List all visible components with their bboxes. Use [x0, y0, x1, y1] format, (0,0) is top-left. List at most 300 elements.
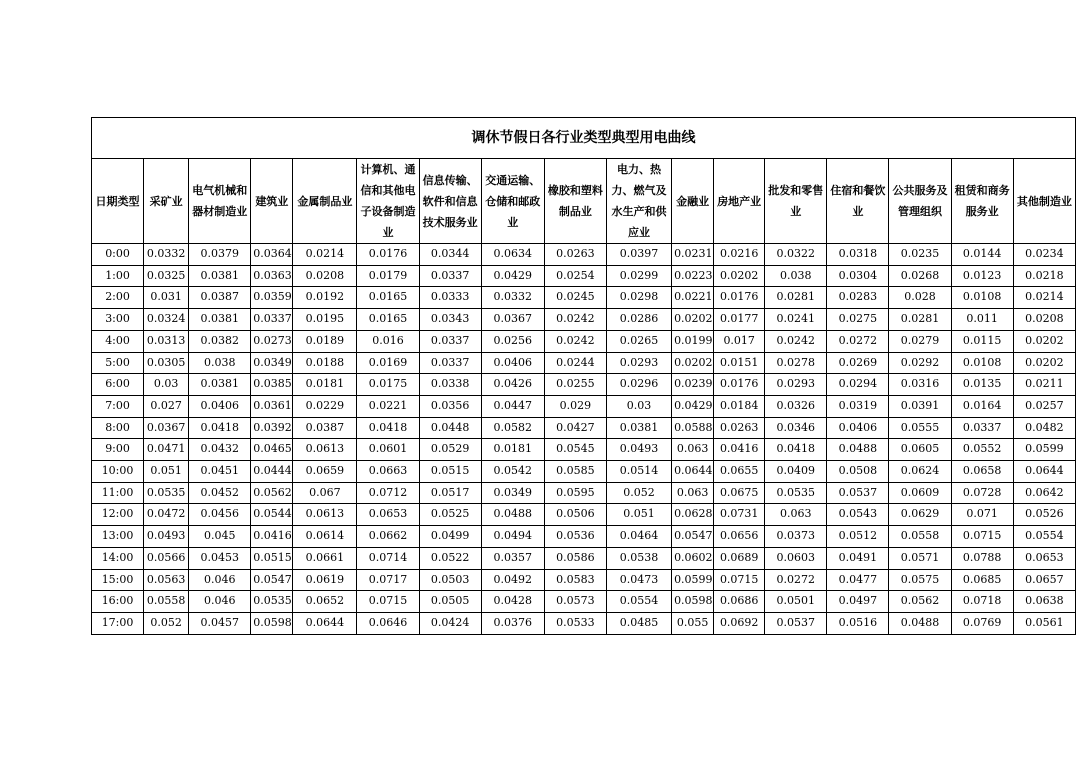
column-header: 橡胶和塑料制品业: [544, 159, 606, 244]
value-cell: 0.0686: [714, 591, 765, 613]
value-cell: 0.0424: [419, 612, 481, 634]
value-cell: 0.0263: [714, 417, 765, 439]
value-cell: 0.0293: [606, 352, 671, 374]
value-cell: 0.0286: [606, 309, 671, 331]
value-cell: 0.0428: [481, 591, 544, 613]
value-cell: 0.0609: [889, 482, 951, 504]
value-cell: 0.0223: [672, 265, 714, 287]
time-cell: 9:00: [92, 439, 144, 461]
value-cell: 0.0242: [544, 309, 606, 331]
value-cell: 0.0332: [144, 244, 189, 266]
value-cell: 0.0692: [714, 612, 765, 634]
value-cell: 0.0418: [357, 417, 419, 439]
value-cell: 0.0279: [889, 330, 951, 352]
value-cell: 0.0416: [251, 526, 293, 548]
table-row: [92, 287, 1076, 309]
value-cell: 0.052: [144, 612, 189, 634]
value-cell: 0.0202: [1013, 330, 1075, 352]
value-cell: 0.0652: [293, 591, 357, 613]
value-cell: 0.0151: [714, 352, 765, 374]
value-cell: 0.0418: [189, 417, 251, 439]
value-cell: 0.0659: [293, 461, 357, 483]
value-cell: 0.0605: [889, 439, 951, 461]
value-cell: 0.0406: [481, 352, 544, 374]
time-cell: 13:00: [92, 526, 144, 548]
value-cell: 0.0603: [765, 547, 827, 569]
value-cell: 0.0526: [1013, 504, 1075, 526]
value-cell: 0.0313: [144, 330, 189, 352]
time-cell: 1:00: [92, 265, 144, 287]
value-cell: 0.0508: [827, 461, 889, 483]
value-cell: 0.0349: [251, 352, 293, 374]
value-cell: 0.0638: [1013, 591, 1075, 613]
column-header: 金属制品业: [293, 159, 357, 244]
value-cell: 0.0269: [827, 352, 889, 374]
value-cell: 0.0292: [889, 352, 951, 374]
value-cell: 0.0535: [251, 591, 293, 613]
value-cell: 0.0563: [144, 569, 189, 591]
value-cell: 0.0177: [714, 309, 765, 331]
value-cell: 0.0216: [714, 244, 765, 266]
column-header: 采矿业: [144, 159, 189, 244]
value-cell: 0.0255: [544, 374, 606, 396]
value-cell: 0.0165: [357, 287, 419, 309]
value-cell: 0.0316: [889, 374, 951, 396]
value-cell: 0.0573: [544, 591, 606, 613]
value-cell: 0.0387: [293, 417, 357, 439]
column-header: 金融业: [672, 159, 714, 244]
value-cell: 0.016: [357, 330, 419, 352]
value-cell: 0.067: [293, 482, 357, 504]
value-cell: 0.0471: [144, 439, 189, 461]
column-header: 电力、热力、燃气及水生产和供应业: [606, 159, 671, 244]
value-cell: 0.0427: [544, 417, 606, 439]
value-cell: 0.0333: [419, 287, 481, 309]
value-cell: 0.0364: [251, 244, 293, 266]
value-cell: 0.0349: [481, 482, 544, 504]
value-cell: 0.0343: [419, 309, 481, 331]
value-cell: 0.0241: [765, 309, 827, 331]
value-cell: 0.0685: [951, 569, 1013, 591]
value-cell: 0.0202: [1013, 352, 1075, 374]
value-cell: 0.051: [606, 504, 671, 526]
value-cell: 0.0218: [1013, 265, 1075, 287]
value-cell: 0.0221: [357, 395, 419, 417]
value-cell: 0.0646: [357, 612, 419, 634]
value-cell: 0.0108: [951, 287, 1013, 309]
value-cell: 0.0387: [189, 287, 251, 309]
data-table: [91, 117, 1076, 635]
value-cell: 0.0169: [357, 352, 419, 374]
value-cell: 0.0554: [606, 591, 671, 613]
value-cell: 0.0397: [606, 244, 671, 266]
value-cell: 0.0465: [251, 439, 293, 461]
value-cell: 0.0108: [951, 352, 1013, 374]
value-cell: 0.0305: [144, 352, 189, 374]
value-cell: 0.0769: [951, 612, 1013, 634]
value-cell: 0.0381: [606, 417, 671, 439]
value-cell: 0.0602: [672, 547, 714, 569]
time-cell: 15:00: [92, 569, 144, 591]
value-cell: 0.0485: [606, 612, 671, 634]
column-header: 其他制造业: [1013, 159, 1075, 244]
value-cell: 0.0525: [419, 504, 481, 526]
value-cell: 0.0624: [889, 461, 951, 483]
value-cell: 0.0488: [889, 612, 951, 634]
value-cell: 0.0714: [357, 547, 419, 569]
time-cell: 5:00: [92, 352, 144, 374]
value-cell: 0.0188: [293, 352, 357, 374]
value-cell: 0.0517: [419, 482, 481, 504]
table-row: [92, 395, 1076, 417]
time-cell: 14:00: [92, 547, 144, 569]
table-row: [92, 547, 1076, 569]
value-cell: 0.063: [672, 482, 714, 504]
value-cell: 0.0558: [144, 591, 189, 613]
value-cell: 0.0477: [827, 569, 889, 591]
value-cell: 0.031: [144, 287, 189, 309]
value-cell: 0.0653: [357, 504, 419, 526]
value-cell: 0.0202: [672, 309, 714, 331]
value-cell: 0.0319: [827, 395, 889, 417]
value-cell: 0.0164: [951, 395, 1013, 417]
table-row: [92, 612, 1076, 634]
time-cell: 12:00: [92, 504, 144, 526]
value-cell: 0.0582: [481, 417, 544, 439]
value-cell: 0.0552: [951, 439, 1013, 461]
column-header: 建筑业: [251, 159, 293, 244]
value-cell: 0.0717: [357, 569, 419, 591]
value-cell: 0.0718: [951, 591, 1013, 613]
value-cell: 0.0304: [827, 265, 889, 287]
header-row: [92, 159, 1076, 244]
value-cell: 0.0542: [481, 461, 544, 483]
table-row: [92, 309, 1076, 331]
value-cell: 0.0503: [419, 569, 481, 591]
value-cell: 0.0273: [251, 330, 293, 352]
value-cell: 0.0214: [1013, 287, 1075, 309]
table-row: [92, 374, 1076, 396]
value-cell: 0.0211: [1013, 374, 1075, 396]
value-cell: 0.0381: [189, 265, 251, 287]
value-cell: 0.0429: [481, 265, 544, 287]
value-cell: 0.0492: [481, 569, 544, 591]
value-cell: 0.0731: [714, 504, 765, 526]
value-cell: 0.0583: [544, 569, 606, 591]
value-cell: 0.0545: [544, 439, 606, 461]
value-cell: 0.0357: [481, 547, 544, 569]
value-cell: 0.0418: [765, 439, 827, 461]
value-cell: 0.0324: [144, 309, 189, 331]
value-cell: 0.0499: [419, 526, 481, 548]
value-cell: 0.027: [144, 395, 189, 417]
value-cell: 0.0429: [672, 395, 714, 417]
value-cell: 0.0497: [827, 591, 889, 613]
value-cell: 0.0535: [144, 482, 189, 504]
value-cell: 0.0296: [606, 374, 671, 396]
value-cell: 0.0208: [1013, 309, 1075, 331]
value-cell: 0.0512: [827, 526, 889, 548]
value-cell: 0.0451: [189, 461, 251, 483]
value-cell: 0.0629: [889, 504, 951, 526]
value-cell: 0.0588: [672, 417, 714, 439]
value-cell: 0.0214: [293, 244, 357, 266]
value-cell: 0.0391: [889, 395, 951, 417]
value-cell: 0.0491: [827, 547, 889, 569]
time-cell: 4:00: [92, 330, 144, 352]
value-cell: 0.0293: [765, 374, 827, 396]
value-cell: 0.0595: [544, 482, 606, 504]
time-cell: 0:00: [92, 244, 144, 266]
value-cell: 0.0115: [951, 330, 1013, 352]
value-cell: 0.0543: [827, 504, 889, 526]
value-cell: 0.0202: [714, 265, 765, 287]
value-cell: 0.0202: [672, 352, 714, 374]
value-cell: 0.0406: [189, 395, 251, 417]
table-title: 调休节假日各行业类型典型用电曲线: [92, 118, 1076, 159]
table-row: [92, 591, 1076, 613]
value-cell: 0.0254: [544, 265, 606, 287]
value-cell: 0.0382: [189, 330, 251, 352]
value-cell: 0.0514: [606, 461, 671, 483]
value-cell: 0.0272: [827, 330, 889, 352]
value-cell: 0.0195: [293, 309, 357, 331]
value-cell: 0.0385: [251, 374, 293, 396]
value-cell: 0.0367: [481, 309, 544, 331]
column-header: 租赁和商务服务业: [951, 159, 1013, 244]
value-cell: 0.0453: [189, 547, 251, 569]
value-cell: 0.0613: [293, 504, 357, 526]
value-cell: 0.0529: [419, 439, 481, 461]
value-cell: 0.0409: [765, 461, 827, 483]
value-cell: 0.0657: [1013, 569, 1075, 591]
value-cell: 0.0599: [1013, 439, 1075, 461]
value-cell: 0.0558: [889, 526, 951, 548]
value-cell: 0.0644: [672, 461, 714, 483]
value-cell: 0.0208: [293, 265, 357, 287]
time-cell: 16:00: [92, 591, 144, 613]
value-cell: 0.055: [672, 612, 714, 634]
value-cell: 0.0656: [714, 526, 765, 548]
column-header: 住宿和餐饮业: [827, 159, 889, 244]
value-cell: 0.0598: [251, 612, 293, 634]
value-cell: 0.0426: [481, 374, 544, 396]
column-header: 计算机、通信和其他电子设备制造业: [357, 159, 419, 244]
value-cell: 0.0516: [827, 612, 889, 634]
value-cell: 0.0575: [889, 569, 951, 591]
value-cell: 0.0488: [827, 439, 889, 461]
value-cell: 0.0381: [189, 309, 251, 331]
value-cell: 0.0482: [1013, 417, 1075, 439]
value-cell: 0.0644: [1013, 461, 1075, 483]
value-cell: 0.0538: [606, 547, 671, 569]
value-cell: 0.0493: [144, 526, 189, 548]
value-cell: 0.0257: [1013, 395, 1075, 417]
table-row: [92, 504, 1076, 526]
value-cell: 0.0325: [144, 265, 189, 287]
value-cell: 0.038: [189, 352, 251, 374]
value-cell: 0.0239: [672, 374, 714, 396]
table-row: [92, 461, 1076, 483]
table-row: [92, 417, 1076, 439]
value-cell: 0.0613: [293, 439, 357, 461]
time-cell: 11:00: [92, 482, 144, 504]
value-cell: 0.0537: [765, 612, 827, 634]
value-cell: 0.0379: [189, 244, 251, 266]
value-cell: 0.0628: [672, 504, 714, 526]
value-cell: 0.0715: [714, 569, 765, 591]
value-cell: 0.046: [189, 591, 251, 613]
value-cell: 0.0689: [714, 547, 765, 569]
value-cell: 0.071: [951, 504, 1013, 526]
value-cell: 0.0283: [827, 287, 889, 309]
value-cell: 0.0268: [889, 265, 951, 287]
value-cell: 0.0452: [189, 482, 251, 504]
value-cell: 0.0123: [951, 265, 1013, 287]
time-cell: 6:00: [92, 374, 144, 396]
value-cell: 0.0363: [251, 265, 293, 287]
value-cell: 0.011: [951, 309, 1013, 331]
value-cell: 0.0493: [606, 439, 671, 461]
value-cell: 0.051: [144, 461, 189, 483]
column-header: 日期类型: [92, 159, 144, 244]
value-cell: 0.0176: [714, 287, 765, 309]
value-cell: 0.0356: [419, 395, 481, 417]
value-cell: 0.0244: [544, 352, 606, 374]
value-cell: 0.0337: [419, 352, 481, 374]
value-cell: 0.017: [714, 330, 765, 352]
value-cell: 0.0619: [293, 569, 357, 591]
value-cell: 0.0179: [357, 265, 419, 287]
value-cell: 0.0337: [951, 417, 1013, 439]
value-cell: 0.0275: [827, 309, 889, 331]
value-cell: 0.0494: [481, 526, 544, 548]
time-cell: 7:00: [92, 395, 144, 417]
value-cell: 0.0571: [889, 547, 951, 569]
value-cell: 0.0535: [765, 482, 827, 504]
column-header: 电气机械和器材制造业: [189, 159, 251, 244]
value-cell: 0.0176: [714, 374, 765, 396]
value-cell: 0.0448: [419, 417, 481, 439]
table-row: [92, 352, 1076, 374]
value-cell: 0.0406: [827, 417, 889, 439]
value-cell: 0.0586: [544, 547, 606, 569]
time-cell: 10:00: [92, 461, 144, 483]
value-cell: 0.0332: [481, 287, 544, 309]
column-header: 信息传输、软件和信息技术服务业: [419, 159, 481, 244]
value-cell: 0.0344: [419, 244, 481, 266]
value-cell: 0.0456: [189, 504, 251, 526]
title-row: [92, 118, 1076, 159]
value-cell: 0.0662: [357, 526, 419, 548]
value-cell: 0.0728: [951, 482, 1013, 504]
value-cell: 0.0135: [951, 374, 1013, 396]
table-row: [92, 265, 1076, 287]
value-cell: 0.0472: [144, 504, 189, 526]
value-cell: 0.0562: [889, 591, 951, 613]
value-cell: 0.0634: [481, 244, 544, 266]
value-cell: 0.0555: [889, 417, 951, 439]
value-cell: 0.0337: [419, 330, 481, 352]
value-cell: 0.0655: [714, 461, 765, 483]
value-cell: 0.0346: [765, 417, 827, 439]
column-header: 公共服务及管理组织: [889, 159, 951, 244]
table-row: [92, 439, 1076, 461]
value-cell: 0.0599: [672, 569, 714, 591]
value-cell: 0.0537: [827, 482, 889, 504]
column-header: 交通运输、仓储和邮政业: [481, 159, 544, 244]
value-cell: 0.0554: [1013, 526, 1075, 548]
value-cell: 0.03: [606, 395, 671, 417]
value-cell: 0.0242: [544, 330, 606, 352]
value-cell: 0.0444: [251, 461, 293, 483]
time-cell: 2:00: [92, 287, 144, 309]
value-cell: 0.0536: [544, 526, 606, 548]
value-cell: 0.0562: [251, 482, 293, 504]
value-cell: 0.0533: [544, 612, 606, 634]
value-cell: 0.0234: [1013, 244, 1075, 266]
value-cell: 0.0715: [951, 526, 1013, 548]
value-cell: 0.0464: [606, 526, 671, 548]
value-cell: 0.0712: [357, 482, 419, 504]
value-cell: 0.0165: [357, 309, 419, 331]
time-cell: 17:00: [92, 612, 144, 634]
value-cell: 0.038: [765, 265, 827, 287]
value-cell: 0.0181: [293, 374, 357, 396]
value-cell: 0.052: [606, 482, 671, 504]
value-cell: 0.0235: [889, 244, 951, 266]
value-cell: 0.0392: [251, 417, 293, 439]
value-cell: 0.045: [189, 526, 251, 548]
value-cell: 0.063: [765, 504, 827, 526]
value-cell: 0.0658: [951, 461, 1013, 483]
value-cell: 0.0181: [481, 439, 544, 461]
value-cell: 0.0299: [606, 265, 671, 287]
table-row: [92, 569, 1076, 591]
value-cell: 0.0547: [672, 526, 714, 548]
value-cell: 0.0318: [827, 244, 889, 266]
value-cell: 0.0281: [765, 287, 827, 309]
value-cell: 0.0505: [419, 591, 481, 613]
value-cell: 0.0598: [672, 591, 714, 613]
value-cell: 0.0381: [189, 374, 251, 396]
value-cell: 0.0715: [357, 591, 419, 613]
value-cell: 0.0788: [951, 547, 1013, 569]
value-cell: 0.0501: [765, 591, 827, 613]
time-cell: 8:00: [92, 417, 144, 439]
value-cell: 0.0447: [481, 395, 544, 417]
value-cell: 0.0337: [251, 309, 293, 331]
value-cell: 0.0473: [606, 569, 671, 591]
value-cell: 0.0256: [481, 330, 544, 352]
value-cell: 0.0642: [1013, 482, 1075, 504]
table-body: [92, 244, 1076, 635]
value-cell: 0.0561: [1013, 612, 1075, 634]
value-cell: 0.0547: [251, 569, 293, 591]
value-cell: 0.0229: [293, 395, 357, 417]
value-cell: 0.0298: [606, 287, 671, 309]
value-cell: 0.0263: [544, 244, 606, 266]
value-cell: 0.029: [544, 395, 606, 417]
value-cell: 0.0432: [189, 439, 251, 461]
value-cell: 0.0544: [251, 504, 293, 526]
value-cell: 0.0416: [714, 439, 765, 461]
value-cell: 0.0644: [293, 612, 357, 634]
value-cell: 0.0294: [827, 374, 889, 396]
value-cell: 0.0506: [544, 504, 606, 526]
value-cell: 0.0515: [419, 461, 481, 483]
value-cell: 0.0192: [293, 287, 357, 309]
